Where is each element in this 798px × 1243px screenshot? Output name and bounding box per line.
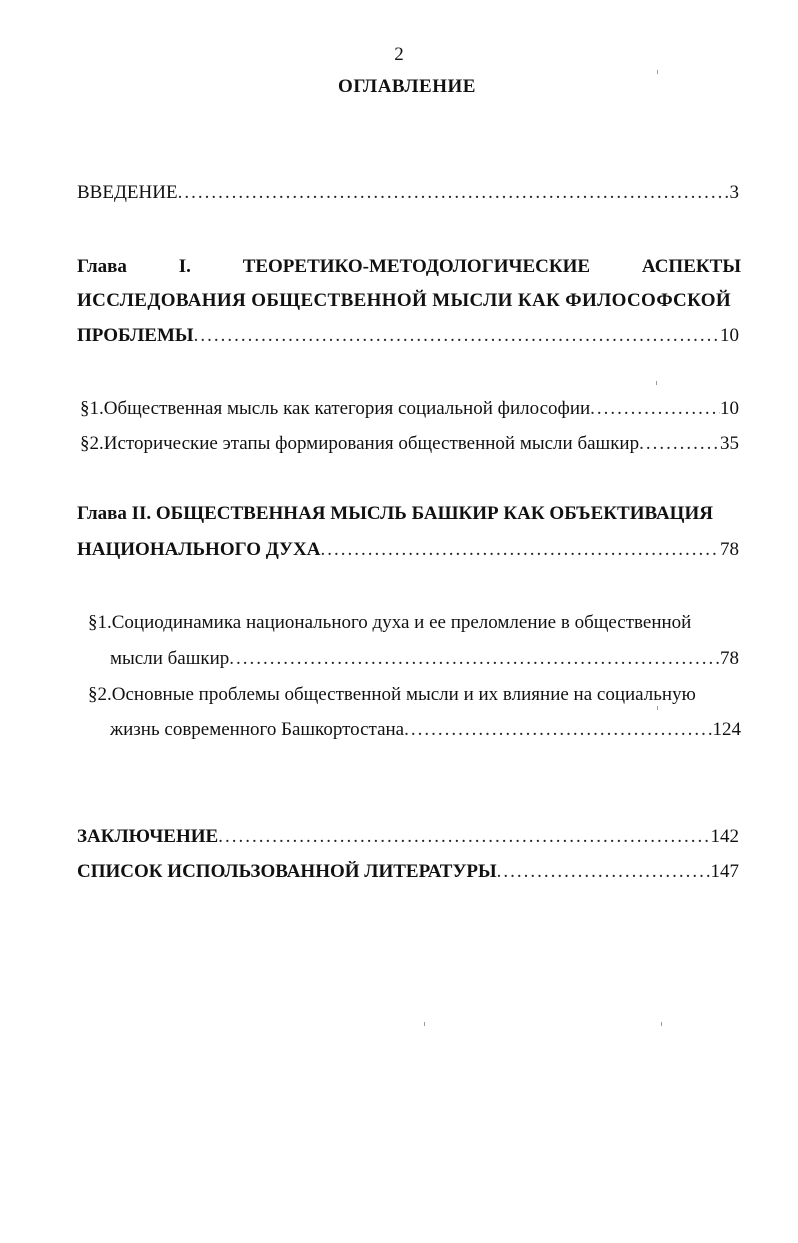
chapter1-title-part2: АСПЕКТЫ <box>641 256 741 277</box>
toc-entry-page: 10 <box>720 325 739 346</box>
leader-dots <box>178 182 730 204</box>
chapter1-title-part1: ТЕОРЕТИКО-МЕТОДОЛОГИЧЕСКИЕ <box>242 256 591 277</box>
toc-entry-page: 35 <box>720 433 739 454</box>
scan-speck <box>657 70 658 74</box>
toc-entry-page: 3 <box>729 182 739 203</box>
leader-dots <box>320 539 720 561</box>
toc-entry-ch1-sec2 <box>80 433 739 455</box>
toc-entry-ch2-sec2-line1: §2.Основные проблемы общественной мысли и их влияние на социальную <box>88 684 696 705</box>
toc-entry-page: 78 <box>720 648 739 669</box>
chapter1-heading-line2: ИССЛЕДОВАНИЯ ОБЩЕСТВЕННОЙ МЫСЛИ КАК ФИЛОСОФСКОЙ <box>77 290 732 311</box>
toc-entry-ch2-sec1 <box>110 648 739 670</box>
scan-speck <box>661 1022 662 1026</box>
toc-entry-page: 142 <box>710 826 739 847</box>
toc-entry-label: ВВЕДЕНИЕ <box>77 182 178 203</box>
toc-entry-label: ЗАКЛЮЧЕНИЕ <box>77 826 219 847</box>
page-number: 2 <box>394 44 404 65</box>
toc-entry-page: 10 <box>720 398 739 419</box>
toc-entry-chapter2 <box>77 539 739 561</box>
toc-entry-chapter1 <box>77 325 739 347</box>
toc-entry-label: §1.Общественная мысль как категория социальной философии <box>80 398 591 419</box>
leader-dots <box>590 398 720 420</box>
chapter2-heading-line1: Глава II. ОБЩЕСТВЕННАЯ МЫСЛЬ БАШКИР КАК ОБЪЕКТИВАЦИЯ <box>77 503 713 524</box>
leader-dots <box>218 826 710 848</box>
toc-entry-label: §2.Исторические этапы формирования общественной мысли башкир <box>80 433 640 454</box>
leader-dots <box>194 325 720 347</box>
toc-entry-label: мысли башкир <box>110 648 230 669</box>
scan-speck <box>656 381 657 385</box>
leader-dots <box>639 433 720 455</box>
scan-speck <box>657 706 658 710</box>
toc-entry-page: 78 <box>720 539 739 560</box>
leader-dots <box>229 648 720 670</box>
page-title: ОГЛАВЛЕНИЕ <box>338 76 476 97</box>
scan-speck <box>424 1022 425 1026</box>
toc-entry-intro <box>77 182 739 204</box>
toc-entry-conclusion <box>77 826 739 848</box>
toc-entry-ch2-sec2 <box>110 719 741 741</box>
toc-entry-page: 147 <box>710 861 739 882</box>
toc-entry-bibliography <box>77 861 739 883</box>
toc-entry-ch2-sec1-line1: §1.Социодинамика национального духа и ее преломление в общественной <box>88 612 692 633</box>
chapter2-heading-line2: НАЦИОНАЛЬНОГО ДУХА <box>77 539 321 560</box>
toc-entry-ch1-sec1 <box>80 398 739 420</box>
chapter1-heading-line3: ПРОБЛЕМЫ <box>77 325 194 346</box>
chapter1-numeral: I. <box>178 256 191 277</box>
leader-dots <box>404 719 712 741</box>
chapter1-heading-line1 <box>77 256 741 278</box>
chapter1-word: Глава <box>77 256 127 277</box>
toc-entry-page: 124 <box>712 719 741 740</box>
leader-dots <box>497 861 711 883</box>
toc-entry-label: СПИСОК ИСПОЛЬЗОВАННОЙ ЛИТЕРАТУРЫ <box>77 861 497 882</box>
toc-entry-label: жизнь современного Башкортостана <box>110 719 405 740</box>
